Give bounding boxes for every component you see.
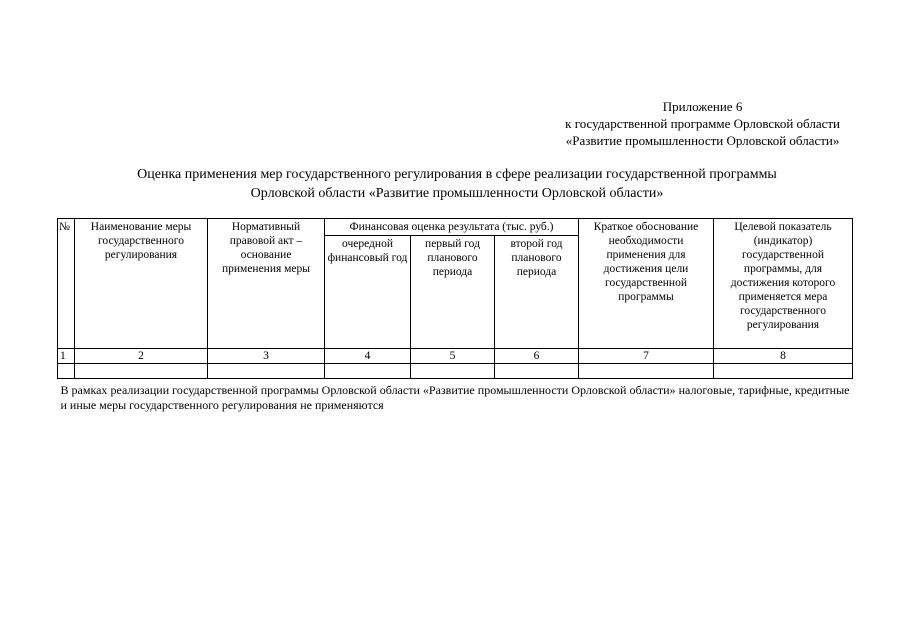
header-current-year: очередной финансовый год [325,236,411,349]
appendix-program-name: «Развитие промышленности Орловской области» [565,133,840,148]
empty-cell [411,364,495,379]
empty-cell [208,364,325,379]
column-number-6: 6 [495,349,579,364]
document-title-line-1: Оценка применения мер государственного регулирования в сфере реализации государственной программы [137,167,777,182]
empty-cell [714,364,853,379]
empty-cell [325,364,411,379]
note-row [58,379,853,414]
empty-cell [495,364,579,379]
document-title [60,165,854,203]
regulation-measures-table [57,218,853,413]
header-justification: Краткое обоснование необходимости применения для достижения цели государственной программы [579,219,714,349]
empty-cell [579,364,714,379]
header-first-plan-year: первый год планового периода [411,236,495,349]
empty-data-row [58,364,853,379]
empty-cell [75,364,208,379]
header-row-1 [58,219,853,236]
column-number-5: 5 [411,349,495,364]
appendix-header [565,98,840,149]
header-legal-act: Нормативный правовой акт – основание применения меры [208,219,325,349]
column-number-7: 7 [579,349,714,364]
column-number-3: 3 [208,349,325,364]
column-number-8: 8 [714,349,853,364]
appendix-number: Приложение 6 [662,99,743,114]
column-number-4: 4 [325,349,411,364]
empty-cell [58,364,75,379]
column-number-2: 2 [75,349,208,364]
header-num: № [58,219,75,349]
header-measure-name: Наименование меры государственного регулирования [75,219,208,349]
column-number-1: 1 [58,349,75,364]
document-title-line-2: Орловской области «Развитие промышленности Орловской области» [250,186,664,201]
header-second-plan-year: второй год планового периода [495,236,579,349]
column-number-row [58,349,853,364]
appendix-program-ref: к государственной программе Орловской области [565,116,840,131]
table-note: В рамках реализации государственной программы Орловской области «Развитие промышленности Орловской области» налоговые, тарифные, кредитные и иные меры государственного регулирования не применяются [58,379,853,414]
header-target-indicator: Целевой показатель (индикатор) государственной программы, для достижения которого применяется мера государственного регулирования [714,219,853,349]
header-financial-assessment: Финансовая оценка результата (тыс. руб.) [325,219,579,236]
